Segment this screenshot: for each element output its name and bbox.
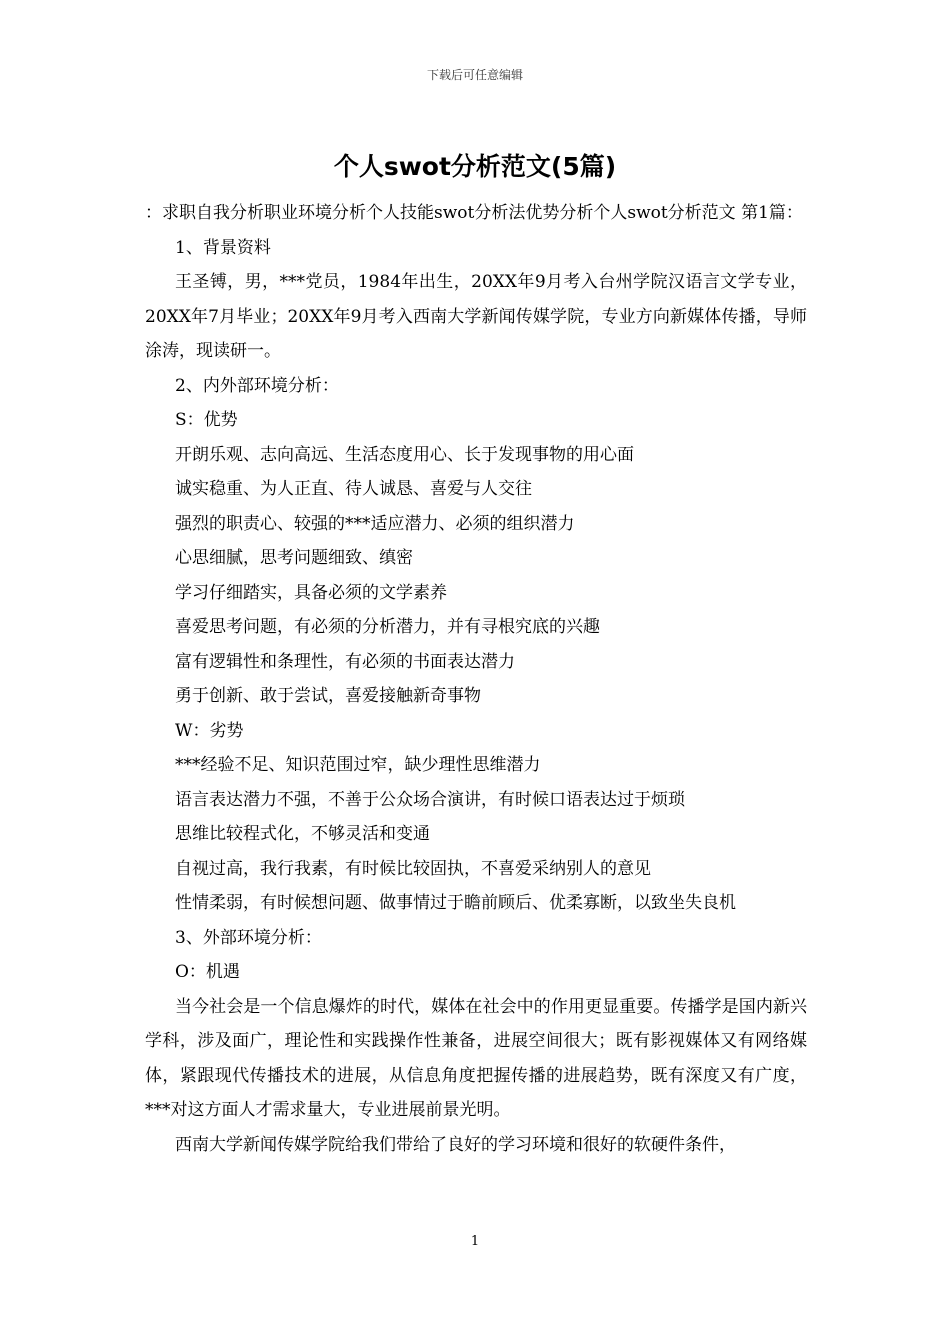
- strength-item: 强烈的职责心、较强的***适应潜力、必须的组织潜力: [175, 513, 575, 534]
- strength-item: 心思细腻，思考问题细致、缜密: [175, 548, 413, 568]
- weakness-item: 思维比较程式化，不够灵活和变通: [175, 824, 430, 844]
- section-heading-external: 3、外部环境分析：: [175, 927, 322, 948]
- weakness-item: 性情柔弱，有时候想问题、做事情过于瞻前顾后、优柔寡断，以致坐失良机: [175, 893, 736, 913]
- subheading-strengths: S：优势: [175, 410, 238, 430]
- weakness-item: 自视过高，我行我素，有时候比较固执，不喜爱采纳别人的意见: [175, 858, 651, 879]
- strength-item: 开朗乐观、志向高远、生活态度用心、长于发现事物的用心面: [175, 444, 634, 465]
- strength-item: 勇于创新、敢于尝试，喜爱接触新奇事物: [175, 686, 481, 706]
- section-heading-environment: 2、内外部环境分析：: [175, 375, 339, 396]
- document-title: 个人swot分析范文(5篇): [333, 152, 617, 181]
- section-heading-background: 1、背景资料: [175, 237, 271, 258]
- subheading-opportunities: O：机遇: [175, 962, 240, 982]
- strength-item: 喜爱思考问题，有必须的分析潜力，并有寻根究底的兴趣: [175, 617, 600, 637]
- strength-item: 富有逻辑性和条理性，有必须的书面表达潜力: [175, 651, 515, 672]
- keywords-line: ：求职自我分析职业环境分析个人技能swot分析法优势分析个人swot分析范文 第1篇：: [145, 203, 803, 223]
- paragraph-school-environment: 西南大学新闻传媒学院给我们带给了良好的学习环境和很好的软硬件条件，: [175, 1134, 736, 1155]
- document-body: [145, 196, 807, 1162]
- paragraph-personal-info: 王圣镈，男，***党员，1984年出生，20XX年9月考入台州学院汉语言文学专业，20XX年7月毕业；20XX年9月考入西南大学新闻传媒学院，专业方向新媒体传播，导师涂涛，现读研一。: [145, 272, 807, 361]
- page-header-note: 下载后可任意编辑: [426, 68, 523, 82]
- strength-item: 学习仔细踏实，具备必须的文学素养: [175, 582, 447, 603]
- strength-item: 诚实稳重、为人正直、待人诚恳、喜爱与人交往: [175, 479, 532, 499]
- weakness-item: ***经验不足、知识范围过窄，缺少理性思维潜力: [175, 755, 541, 775]
- paragraph-opportunities: 当今社会是一个信息爆炸的时代，媒体在社会中的作用更显重要。传播学是国内新兴学科，涉及面广，理论性和实践操作性兼备，进展空间很大；既有影视媒体又有网络媒体，紧跟现代传播技术的进展，从信息角度把握传播的进展趋势，既有深度又有广度，***对这方面人才需求量大，专业进展前景光明。: [145, 996, 807, 1120]
- subheading-weaknesses: W：劣势: [175, 720, 244, 741]
- weakness-item: 语言表达潜力不强，不善于公众场合演讲，有时候口语表达过于烦琐: [175, 789, 685, 810]
- page-number: 1: [470, 1234, 480, 1249]
